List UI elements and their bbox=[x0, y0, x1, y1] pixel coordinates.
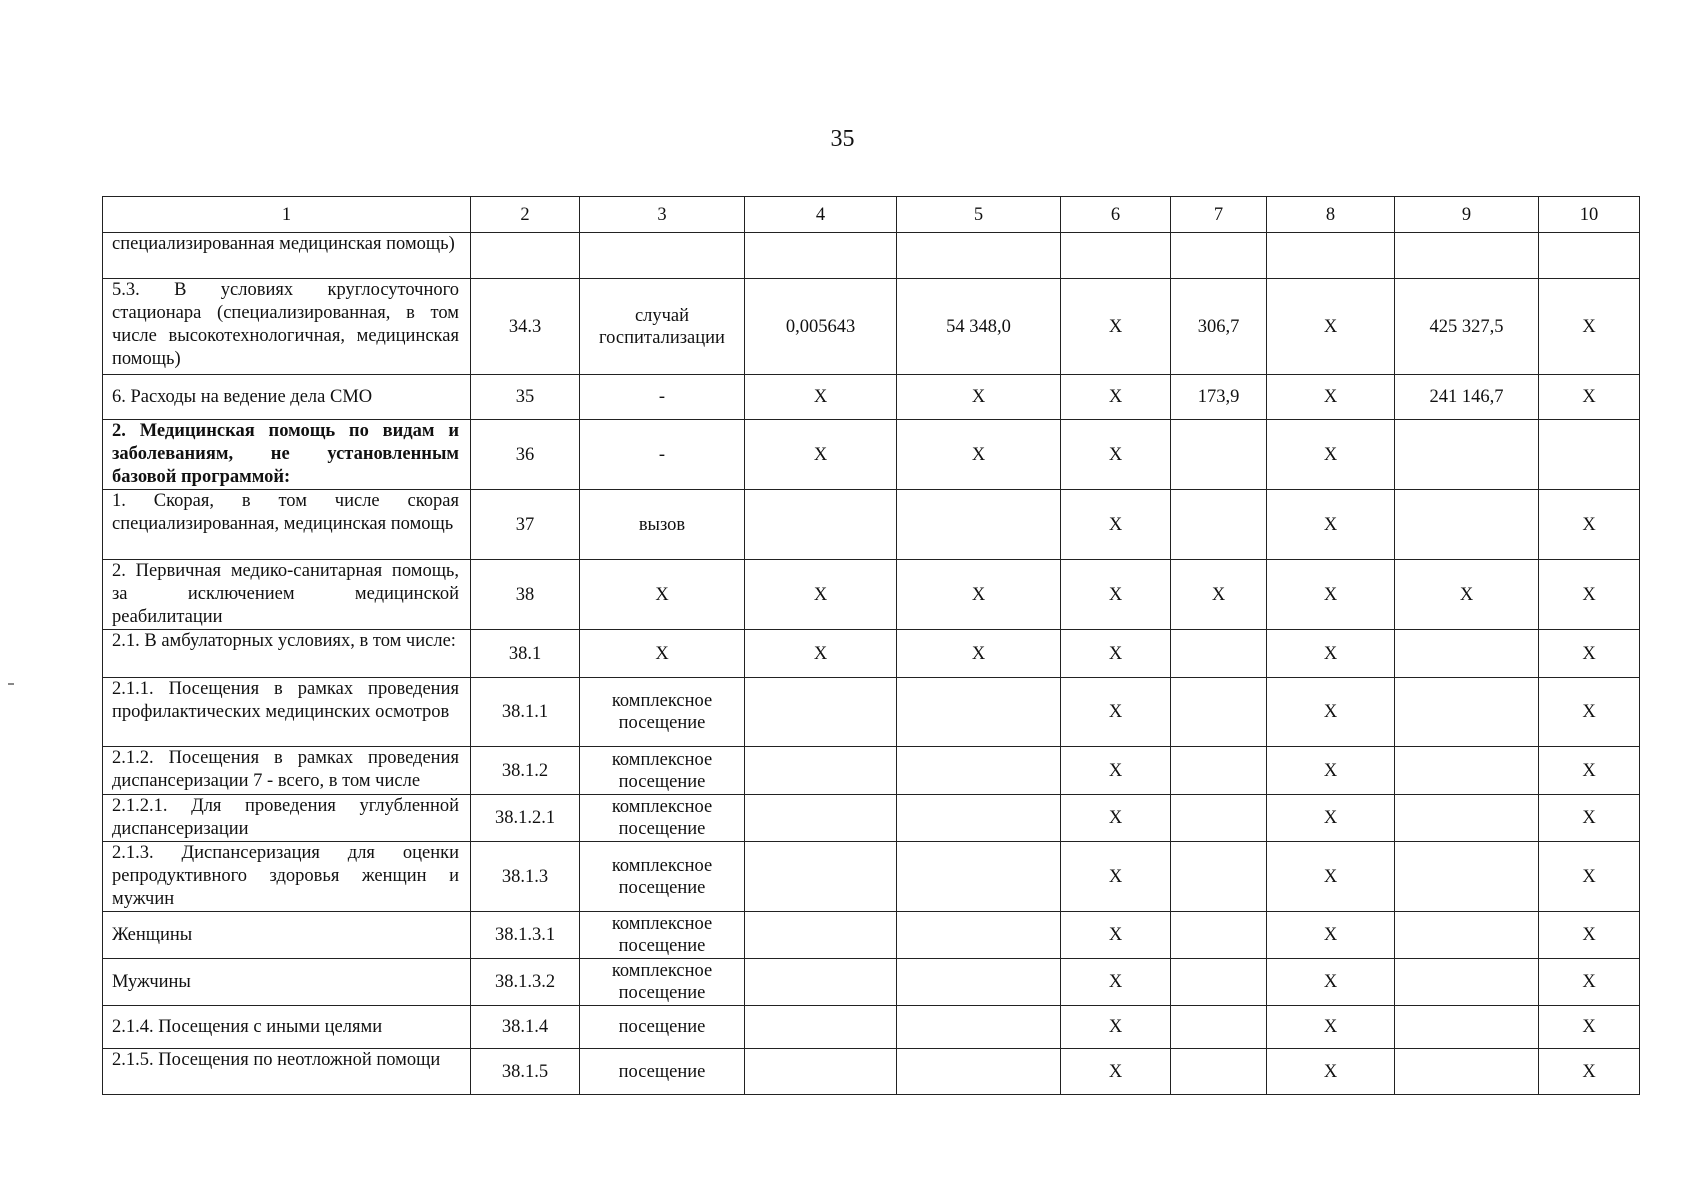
page-number: 35 bbox=[830, 126, 855, 152]
cell-row-code: 38.1.3.2 bbox=[471, 959, 580, 1006]
cell-col-6: X bbox=[1061, 795, 1171, 842]
table-row bbox=[103, 490, 1640, 560]
table-row bbox=[103, 279, 1640, 375]
table-row bbox=[103, 420, 1640, 490]
cell-col-8: X bbox=[1267, 490, 1395, 560]
table-row bbox=[103, 233, 1640, 279]
header-cell-9: 9 bbox=[1395, 197, 1539, 233]
cell-col-8: X bbox=[1267, 560, 1395, 630]
cell-unit: комплексное посещение bbox=[580, 795, 745, 842]
cell-col-5 bbox=[897, 1049, 1061, 1095]
cell-col-5 bbox=[897, 678, 1061, 747]
cell-col-9: 241 146,7 bbox=[1395, 375, 1539, 420]
cell-col-7: 173,9 bbox=[1171, 375, 1267, 420]
cell-row-code: 38.1.3 bbox=[471, 842, 580, 912]
cell-col-8: X bbox=[1267, 1006, 1395, 1049]
cell-col-8: X bbox=[1267, 279, 1395, 375]
table-row bbox=[103, 678, 1640, 747]
table-row bbox=[103, 795, 1640, 842]
cell-row-code: 35 bbox=[471, 375, 580, 420]
header-row bbox=[103, 197, 1640, 233]
cell-col-10: X bbox=[1539, 795, 1640, 842]
cell-col-4 bbox=[745, 1006, 897, 1049]
cell-col-4: X bbox=[745, 560, 897, 630]
cell-description: 2.1. В амбулаторных условиях, в том числе: bbox=[103, 630, 471, 678]
cell-col-6: X bbox=[1061, 912, 1171, 959]
cell-col-5 bbox=[897, 747, 1061, 795]
cell-col-5 bbox=[897, 490, 1061, 560]
cell-col-10: X bbox=[1539, 375, 1640, 420]
cell-col-10: X bbox=[1539, 912, 1640, 959]
cell-description: 6. Расходы на ведение дела СМО bbox=[103, 375, 471, 420]
cell-col-5 bbox=[897, 912, 1061, 959]
header-cell-2: 2 bbox=[471, 197, 580, 233]
cell-unit: посещение bbox=[580, 1006, 745, 1049]
cell-col-10 bbox=[1539, 233, 1640, 279]
cell-unit: комплексное посещение bbox=[580, 678, 745, 747]
cell-col-7: 306,7 bbox=[1171, 279, 1267, 375]
stray-mark bbox=[8, 683, 14, 685]
cell-col-8: X bbox=[1267, 678, 1395, 747]
cell-col-6: X bbox=[1061, 1006, 1171, 1049]
cell-row-code: 38.1.4 bbox=[471, 1006, 580, 1049]
cell-col-6: X bbox=[1061, 490, 1171, 560]
cell-col-7 bbox=[1171, 233, 1267, 279]
cell-col-8: X bbox=[1267, 795, 1395, 842]
cell-description: специализированная медицинская помощь) bbox=[103, 233, 471, 279]
cell-col-7 bbox=[1171, 795, 1267, 842]
cell-col-9 bbox=[1395, 630, 1539, 678]
header-cell-10: 10 bbox=[1539, 197, 1640, 233]
cell-col-6: X bbox=[1061, 375, 1171, 420]
cell-col-7 bbox=[1171, 630, 1267, 678]
cell-col-9 bbox=[1395, 490, 1539, 560]
cell-col-4 bbox=[745, 959, 897, 1006]
cell-col-5 bbox=[897, 1006, 1061, 1049]
cell-description: 2. Медицинская помощь по видам и заболеваниям, не установленным базовой программой: bbox=[103, 420, 471, 490]
cell-col-7 bbox=[1171, 1049, 1267, 1095]
cell-col-10: X bbox=[1539, 747, 1640, 795]
cell-col-7 bbox=[1171, 842, 1267, 912]
cell-col-7 bbox=[1171, 420, 1267, 490]
cell-col-10: X bbox=[1539, 630, 1640, 678]
cell-col-5: 54 348,0 bbox=[897, 279, 1061, 375]
cell-col-9 bbox=[1395, 678, 1539, 747]
cell-unit: X bbox=[580, 630, 745, 678]
cell-col-10: X bbox=[1539, 842, 1640, 912]
data-table bbox=[102, 196, 1640, 1095]
cell-col-9 bbox=[1395, 795, 1539, 842]
cell-col-6: X bbox=[1061, 959, 1171, 1006]
cell-unit: - bbox=[580, 375, 745, 420]
cell-description: Женщины bbox=[103, 912, 471, 959]
cell-unit bbox=[580, 233, 745, 279]
cell-col-4 bbox=[745, 795, 897, 842]
cell-col-9 bbox=[1395, 912, 1539, 959]
cell-description: 2.1.1. Посещения в рамках проведения профилактических медицинских осмотров bbox=[103, 678, 471, 747]
cell-col-8: X bbox=[1267, 842, 1395, 912]
cell-col-4: X bbox=[745, 375, 897, 420]
cell-col-10: X bbox=[1539, 678, 1640, 747]
cell-row-code: 37 bbox=[471, 490, 580, 560]
cell-col-9 bbox=[1395, 842, 1539, 912]
cell-description: Мужчины bbox=[103, 959, 471, 1006]
table-row bbox=[103, 1006, 1640, 1049]
cell-col-10 bbox=[1539, 420, 1640, 490]
header-cell-7: 7 bbox=[1171, 197, 1267, 233]
cell-unit: - bbox=[580, 420, 745, 490]
table-row bbox=[103, 1049, 1640, 1095]
cell-col-9 bbox=[1395, 420, 1539, 490]
cell-col-9 bbox=[1395, 959, 1539, 1006]
table-row bbox=[103, 630, 1640, 678]
cell-col-5: X bbox=[897, 420, 1061, 490]
cell-row-code: 38.1.2 bbox=[471, 747, 580, 795]
cell-row-code: 38.1.1 bbox=[471, 678, 580, 747]
cell-row-code: 38 bbox=[471, 560, 580, 630]
cell-col-9 bbox=[1395, 233, 1539, 279]
cell-unit: комплексное посещение bbox=[580, 842, 745, 912]
header-cell-6: 6 bbox=[1061, 197, 1171, 233]
cell-col-7 bbox=[1171, 1006, 1267, 1049]
cell-col-7 bbox=[1171, 747, 1267, 795]
cell-description: 2.1.2. Посещения в рамках проведения диспансеризации 7 - всего, в том числе bbox=[103, 747, 471, 795]
cell-col-6: X bbox=[1061, 420, 1171, 490]
cell-col-10: X bbox=[1539, 1006, 1640, 1049]
cell-description: 2.1.3. Диспансеризация для оценки репродуктивного здоровья женщин и мужчин bbox=[103, 842, 471, 912]
table-row bbox=[103, 747, 1640, 795]
cell-col-6: X bbox=[1061, 1049, 1171, 1095]
cell-unit: комплексное посещение bbox=[580, 747, 745, 795]
cell-col-4 bbox=[745, 490, 897, 560]
cell-col-6: X bbox=[1061, 279, 1171, 375]
cell-description: 2.1.5. Посещения по неотложной помощи bbox=[103, 1049, 471, 1095]
cell-row-code: 34.3 bbox=[471, 279, 580, 375]
cell-col-7 bbox=[1171, 490, 1267, 560]
header-cell-8: 8 bbox=[1267, 197, 1395, 233]
cell-unit: комплексное посещение bbox=[580, 959, 745, 1006]
cell-col-4 bbox=[745, 747, 897, 795]
cell-row-code bbox=[471, 233, 580, 279]
cell-col-10: X bbox=[1539, 959, 1640, 1006]
cell-col-7 bbox=[1171, 678, 1267, 747]
header-cell-5: 5 bbox=[897, 197, 1061, 233]
cell-unit: посещение bbox=[580, 1049, 745, 1095]
table-row bbox=[103, 912, 1640, 959]
cell-col-9 bbox=[1395, 747, 1539, 795]
cell-col-5: X bbox=[897, 630, 1061, 678]
cell-description: 2.1.2.1. Для проведения углубленной диспансеризации bbox=[103, 795, 471, 842]
cell-col-8 bbox=[1267, 233, 1395, 279]
cell-col-9 bbox=[1395, 1049, 1539, 1095]
cell-col-4 bbox=[745, 1049, 897, 1095]
cell-col-6 bbox=[1061, 233, 1171, 279]
cell-col-6: X bbox=[1061, 630, 1171, 678]
cell-col-7 bbox=[1171, 912, 1267, 959]
cell-description: 2. Первичная медико-санитарная помощь, за исключением медицинской реабилитации bbox=[103, 560, 471, 630]
cell-row-code: 38.1 bbox=[471, 630, 580, 678]
cell-col-6: X bbox=[1061, 842, 1171, 912]
cell-col-7: X bbox=[1171, 560, 1267, 630]
cell-col-8: X bbox=[1267, 912, 1395, 959]
cell-col-8: X bbox=[1267, 747, 1395, 795]
cell-row-code: 38.1.3.1 bbox=[471, 912, 580, 959]
cell-row-code: 38.1.2.1 bbox=[471, 795, 580, 842]
table-row bbox=[103, 959, 1640, 1006]
header-cell-4: 4 bbox=[745, 197, 897, 233]
cell-col-5: X bbox=[897, 560, 1061, 630]
cell-unit: вызов bbox=[580, 490, 745, 560]
cell-col-4 bbox=[745, 912, 897, 959]
cell-col-5 bbox=[897, 795, 1061, 842]
cell-col-8: X bbox=[1267, 420, 1395, 490]
cell-col-8: X bbox=[1267, 630, 1395, 678]
cell-col-6: X bbox=[1061, 747, 1171, 795]
cell-col-5 bbox=[897, 959, 1061, 1006]
table-row bbox=[103, 560, 1640, 630]
cell-col-10: X bbox=[1539, 490, 1640, 560]
cell-col-5 bbox=[897, 233, 1061, 279]
cell-unit: случай госпитализации bbox=[580, 279, 745, 375]
cell-col-9: 425 327,5 bbox=[1395, 279, 1539, 375]
cell-col-4 bbox=[745, 678, 897, 747]
cell-unit: X bbox=[580, 560, 745, 630]
cell-row-code: 38.1.5 bbox=[471, 1049, 580, 1095]
cell-col-4 bbox=[745, 842, 897, 912]
cell-col-5 bbox=[897, 842, 1061, 912]
header-cell-3: 3 bbox=[580, 197, 745, 233]
cell-col-7 bbox=[1171, 959, 1267, 1006]
table-row bbox=[103, 842, 1640, 912]
cell-col-8: X bbox=[1267, 375, 1395, 420]
cell-col-4: X bbox=[745, 420, 897, 490]
cell-col-8: X bbox=[1267, 959, 1395, 1006]
cell-unit: комплексное посещение bbox=[580, 912, 745, 959]
cell-description: 5.3. В условиях круглосуточного стационара (специализированная, в том числе высокотехнологичная, медицинская помощь) bbox=[103, 279, 471, 375]
cell-col-6: X bbox=[1061, 560, 1171, 630]
header-cell-1: 1 bbox=[103, 197, 471, 233]
cell-col-8: X bbox=[1267, 1049, 1395, 1095]
cell-col-10: X bbox=[1539, 560, 1640, 630]
cell-col-10: X bbox=[1539, 279, 1640, 375]
cell-col-5: X bbox=[897, 375, 1061, 420]
cell-description: 1. Скорая, в том числе скорая специализированная, медицинская помощь bbox=[103, 490, 471, 560]
table-row bbox=[103, 375, 1640, 420]
cell-col-4 bbox=[745, 233, 897, 279]
cell-description: 2.1.4. Посещения с иными целями bbox=[103, 1006, 471, 1049]
cell-row-code: 36 bbox=[471, 420, 580, 490]
cell-col-4: X bbox=[745, 630, 897, 678]
cell-col-9 bbox=[1395, 1006, 1539, 1049]
cell-col-9: X bbox=[1395, 560, 1539, 630]
cell-col-10: X bbox=[1539, 1049, 1640, 1095]
cell-col-4: 0,005643 bbox=[745, 279, 897, 375]
cell-col-6: X bbox=[1061, 678, 1171, 747]
